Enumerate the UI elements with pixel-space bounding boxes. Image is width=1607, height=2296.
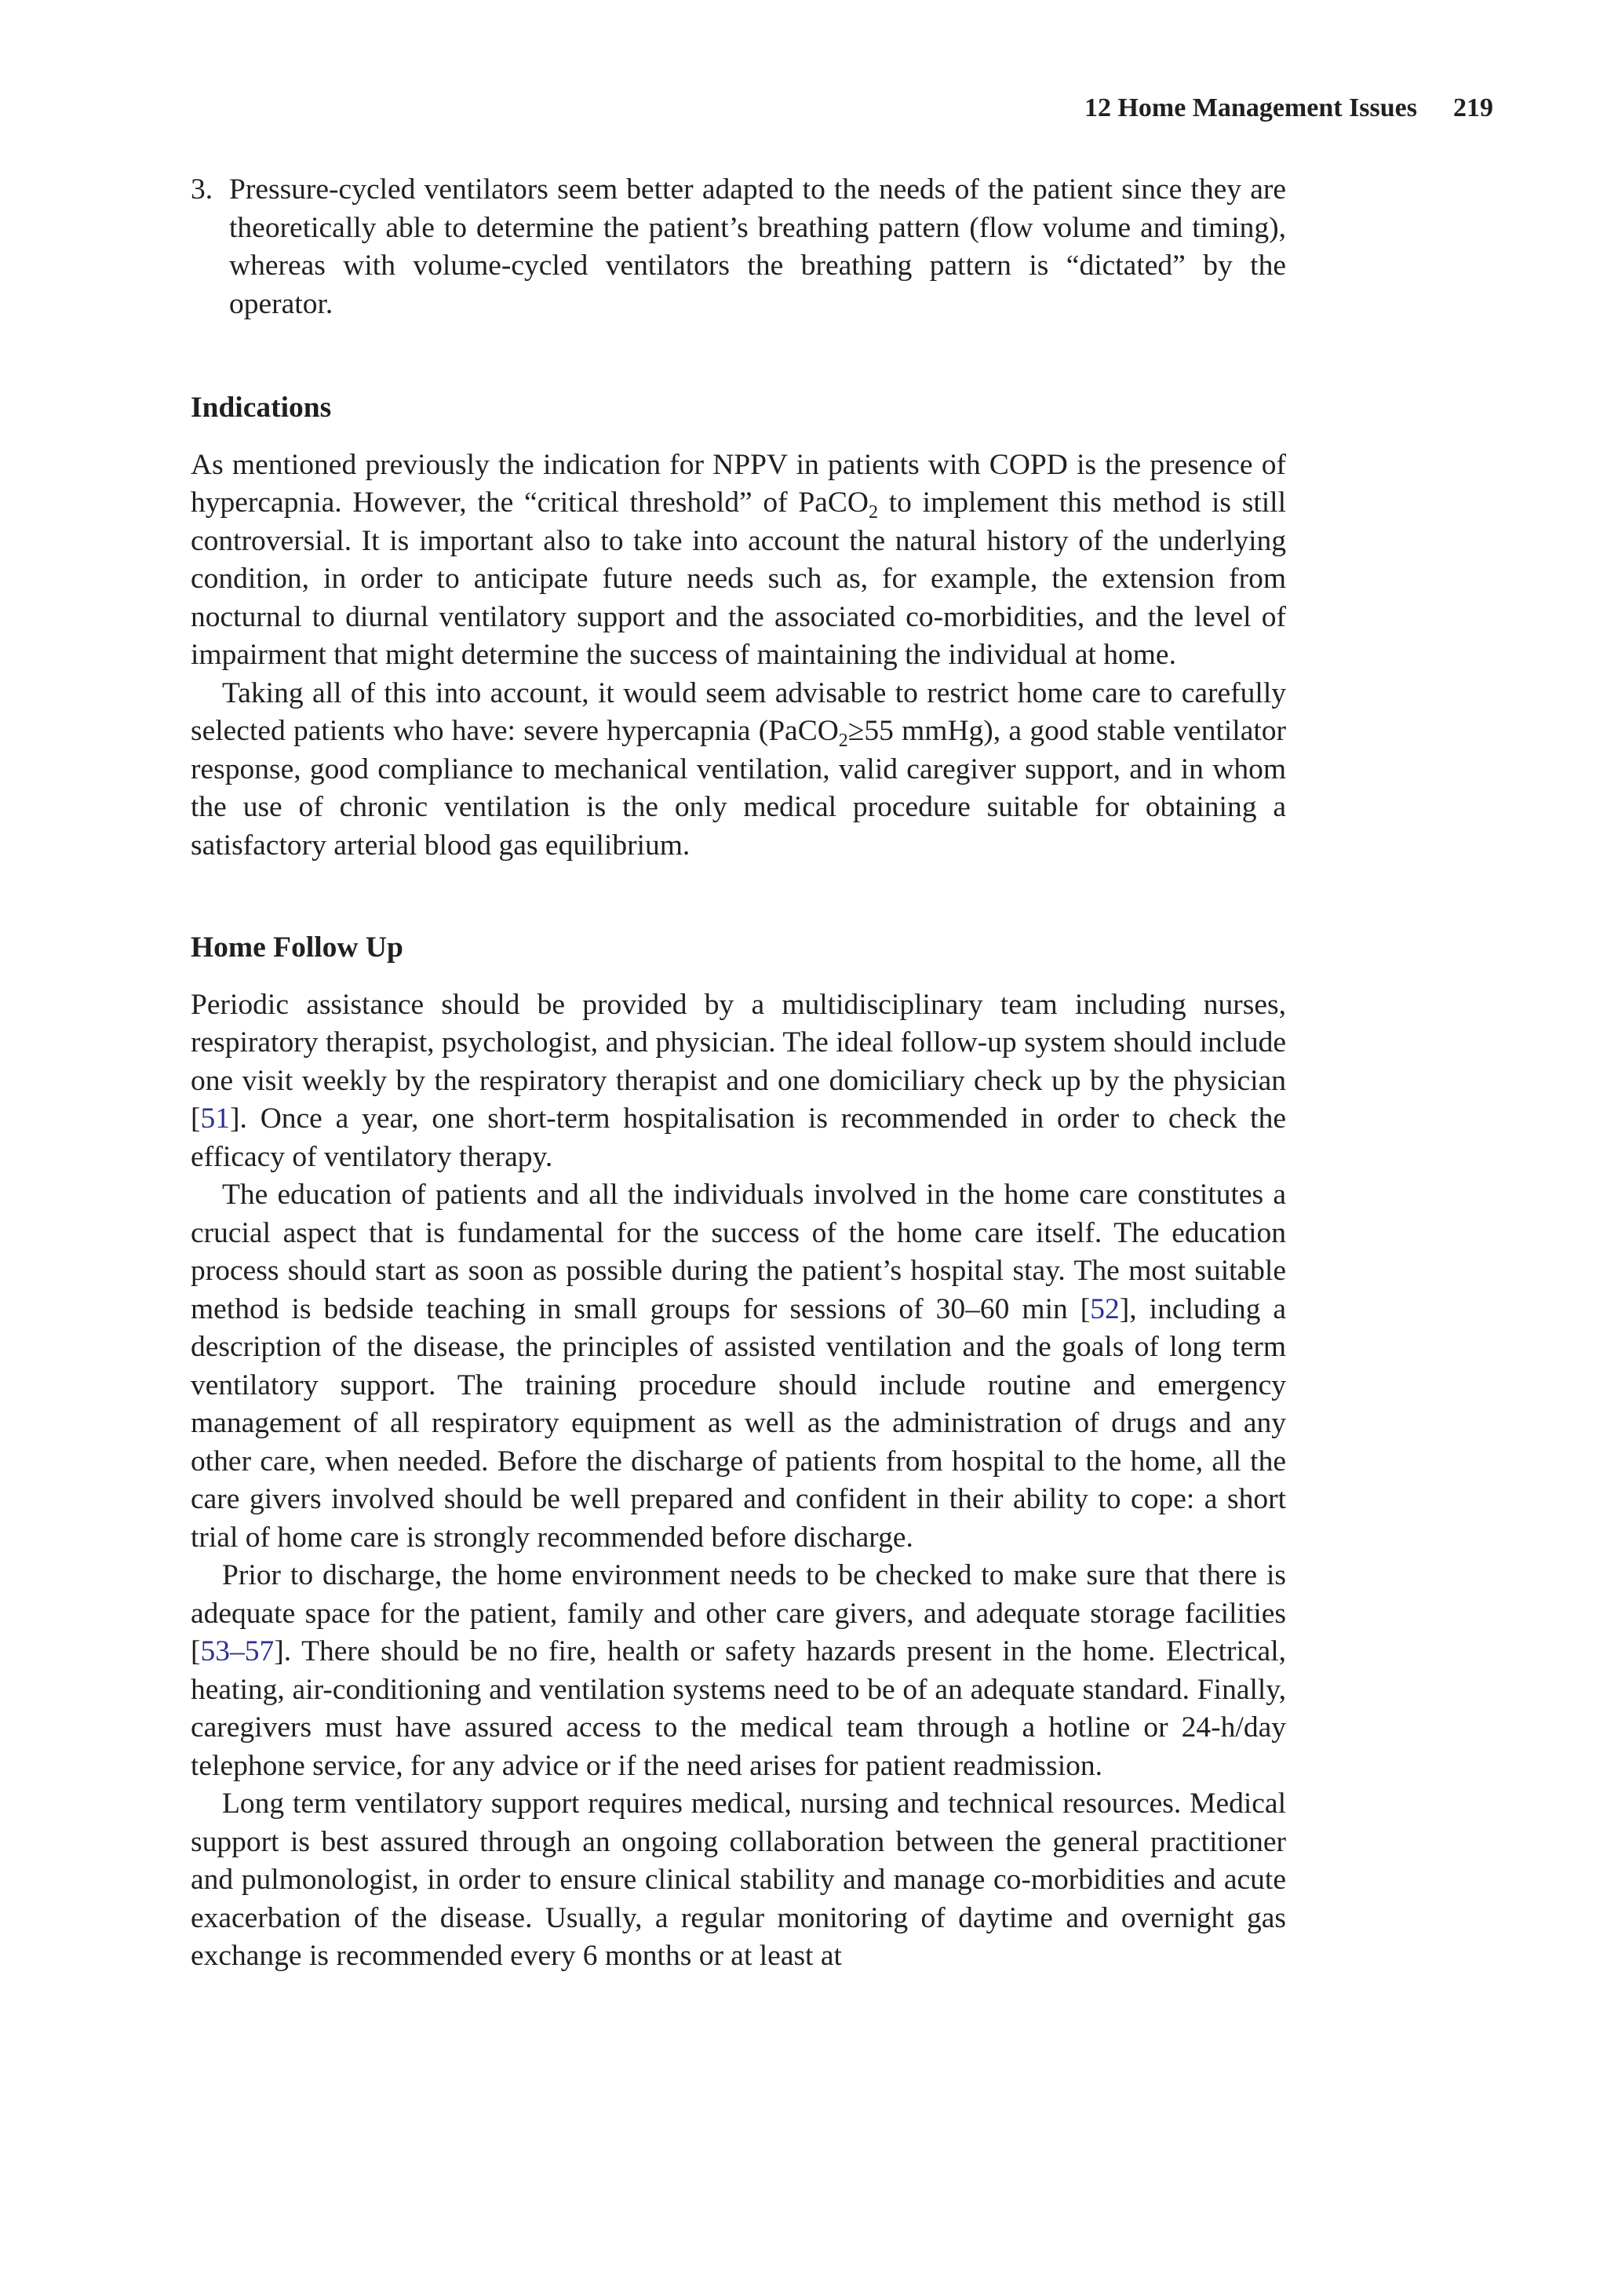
citation-link[interactable]: 53–57	[200, 1635, 275, 1667]
indications-paragraph-1	[191, 446, 1286, 675]
citation-link[interactable]: 52	[1090, 1292, 1120, 1325]
follow-up-paragraph-3	[191, 1557, 1286, 1785]
text-run: Taking all of this into account, it would seem advisable to restrict home care to carefully selected patients who have: severe hypercapnia (PaCO	[191, 676, 1286, 747]
text-run: ]. Once a year, one short-term hospitalisation is recommended in order to check the efficacy of ventilatory therapy.	[191, 1102, 1286, 1173]
running-head-title: 12 Home Management Issues	[1084, 93, 1417, 122]
subscript: 2	[869, 502, 879, 523]
subscript: 2	[838, 731, 848, 751]
section-heading-home-follow-up: Home Follow Up	[191, 931, 403, 964]
follow-up-paragraph-1	[191, 986, 1286, 1177]
list-item-text: Pressure-cycled ventilators seem better adapted to the needs of the patient since they are theoretically able to determine the patient’s breathing pattern (flow volume and timing), whereas with volume-cycled ventilators the breathing pattern is “dictated” by the operator.	[229, 173, 1286, 320]
text-run: Periodic assistance should be provided by a multidisciplinary team including nurses, respiratory therapist, psychologist, and physician. The ideal follow-up system should include one visit weekly by the respiratory therapist and one domiciliary check up by the physician [	[191, 988, 1286, 1135]
citation-link[interactable]: 51	[200, 1102, 230, 1135]
indications-paragraph-2	[191, 675, 1286, 866]
follow-up-paragraph-4: Long term ventilatory support requires medical, nursing and technical resources. Medical support is best assured through an ongoing collaboration between the general practitioner and pulmonologist, in order to ensure clinical stability and manage co-morbidities and acute exacerbation of the disease. Usually, a regular monitoring of daytime and overnight gas exchange is recommended every 6 months or at least at	[191, 1788, 1286, 1972]
text-run: to implement this method is still controversial. It is important also to take into account the natural history of the underlying condition, in order to anticipate future needs such as, for example, the extension from nocturnal to diurnal ventilatory support and the associated co-morbidities, and the level of impairment that might determine the success of maintaining the individual at home.	[191, 487, 1287, 671]
page-number: 219	[1453, 93, 1493, 122]
text-run: ], including a description of the disease, the principles of assisted ventilation and the goals of long term ventilatory support. The training procedure should include routine and emergency management of all respiratory equipment as well as the administration of drugs and any other care, when needed. Before the discharge of patients from hospital to the home, all the care givers involved should be well prepared and confident in their ability to cope: a short trial of home care is strongly recommended before discharge.	[191, 1292, 1286, 1554]
text-run: The education of patients and all the individuals involved in the home care constitutes a crucial aspect that is fundamental for the success of the home care itself. The education process should start as soon as possible during the patient’s hospital stay. The most suitable method is bedside teaching in small groups for sessions of 30–60 min [	[191, 1179, 1286, 1325]
list-item-3	[191, 171, 1286, 323]
running-head	[1084, 93, 1493, 125]
text-run: As mentioned previously the indication for NPPV in patients with COPD is the presence of hypercapnia. However, the “critical threshold” of PaCO	[191, 448, 1286, 519]
section-heading-indications: Indications	[191, 392, 332, 424]
list-item-number: 3.	[191, 173, 213, 206]
text-run: ]. There should be no fire, health or safety hazards present in the home. Electrical, heating, air-conditioning and ventilation systems need to be of an adequate standard. Finally, caregivers must have assured access to the medical team through a hotline or 24-h/day telephone service, for any advice or if the need arises for patient readmission.	[191, 1635, 1286, 1782]
text-run: ≥55 mmHg), a good stable ventilator response, good compliance to mechanical ventilation, valid caregiver support, and in whom the use of chronic ventilation is the only medical procedure suitable for obtaining a satisfactory arterial blood gas equilibrium.	[191, 715, 1286, 862]
follow-up-paragraph-2	[191, 1176, 1286, 1557]
body-text	[191, 171, 1286, 1976]
text-run: Prior to discharge, the home environment needs to be checked to make sure that there is adequate space for the patient, family and other care givers, and adequate storage facilities [	[191, 1559, 1286, 1667]
